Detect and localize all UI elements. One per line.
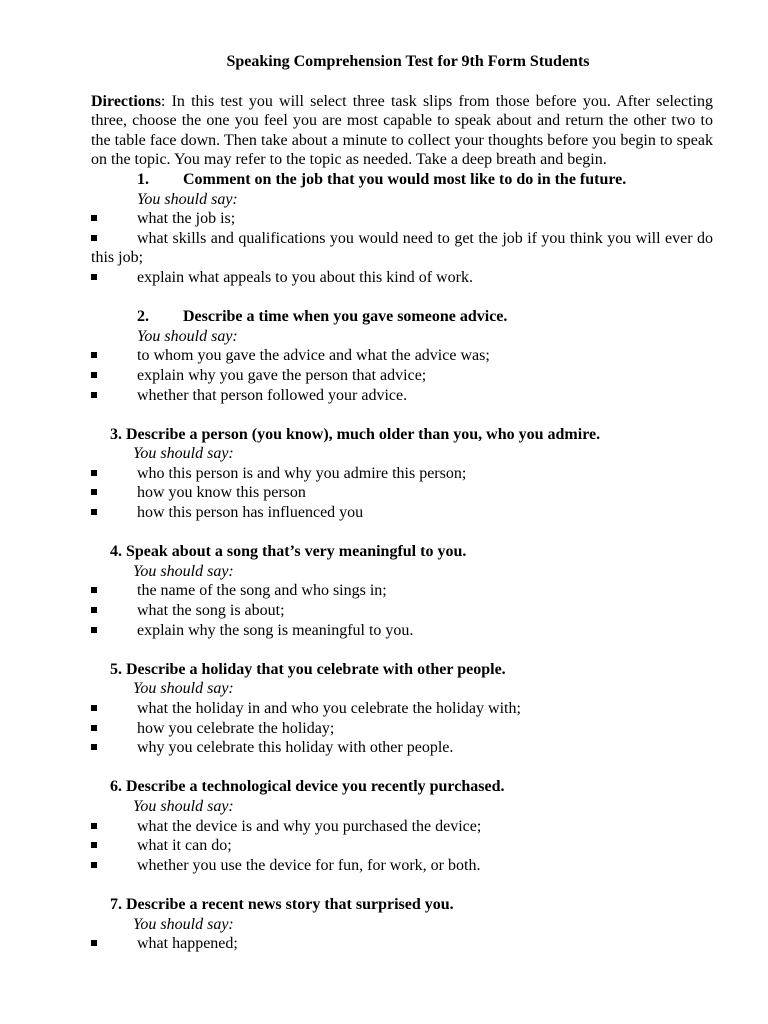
task-prompt: You should say: <box>133 797 234 815</box>
task-heading-text: Describe a technological device you recently purchased. <box>126 778 505 796</box>
task-number: 3. <box>110 425 122 443</box>
task-heading <box>91 895 713 915</box>
list-item: what the song is about; <box>91 601 713 621</box>
list-item: who this person is and why you admire this person; <box>91 464 713 484</box>
task-bullet-list <box>91 934 713 954</box>
square-bullet-icon <box>91 940 97 946</box>
square-bullet-icon <box>91 235 97 241</box>
list-item: to whom you gave the advice and what the advice was; <box>91 346 713 366</box>
square-bullet-icon <box>91 215 97 221</box>
task-number: 6. <box>110 778 122 796</box>
task-bullet-list <box>91 209 713 287</box>
task-heading <box>91 542 713 562</box>
task-heading-text: Describe a holiday that you celebrate with other people. <box>126 660 506 678</box>
task-bullet-list <box>91 346 713 405</box>
task-number: 4. <box>110 543 122 561</box>
task-heading-text: Speak about a song that’s very meaningful to you. <box>126 543 467 561</box>
square-bullet-icon <box>91 587 97 593</box>
list-item: the name of the song and who sings in; <box>91 581 713 601</box>
task-prompt: You should say: <box>133 915 234 933</box>
task-heading-text: Describe a person (you know), much older than you, who you admire. <box>126 425 601 443</box>
list-item: how you know this person <box>91 483 713 503</box>
task-heading-text: Describe a time when you gave someone advice. <box>183 308 508 326</box>
task-prompt: You should say: <box>137 327 238 345</box>
square-bullet-icon <box>91 744 97 750</box>
list-item: what the job is; <box>91 209 713 229</box>
list-item: whether you use the device for fun, for work, or both. <box>91 856 713 876</box>
task-2 <box>91 307 713 405</box>
list-item: explain why the song is meaningful to you. <box>91 621 713 641</box>
square-bullet-icon <box>91 842 97 848</box>
list-item: how this person has influenced you <box>91 503 713 523</box>
square-bullet-icon <box>91 470 97 476</box>
square-bullet-icon <box>91 392 97 398</box>
task-7 <box>91 895 713 954</box>
list-item: why you celebrate this holiday with other people. <box>91 738 713 758</box>
square-bullet-icon <box>91 862 97 868</box>
task-bullet-list <box>91 581 713 640</box>
task-1 <box>91 170 713 288</box>
directions-label: Directions <box>91 92 161 110</box>
square-bullet-icon <box>91 489 97 495</box>
square-bullet-icon <box>91 352 97 358</box>
task-heading <box>91 425 713 445</box>
list-item: how you celebrate the holiday; <box>91 719 713 739</box>
task-bullet-list <box>91 464 713 523</box>
task-number: 2. <box>137 308 149 326</box>
list-item: what the device is and why you purchased the device; <box>91 817 713 837</box>
task-heading <box>91 170 713 190</box>
square-bullet-icon <box>91 509 97 515</box>
list-item: explain what appeals to you about this kind of work. <box>91 268 713 288</box>
square-bullet-icon <box>91 372 97 378</box>
task-heading <box>91 307 713 327</box>
square-bullet-icon <box>91 627 97 633</box>
document-title: Speaking Comprehension Test for 9th Form Students <box>226 53 590 70</box>
task-3 <box>91 425 713 523</box>
list-item: what skills and qualifications you would need to get the job if you think you will ever do this job; <box>91 229 713 267</box>
task-bullet-list <box>91 699 713 758</box>
task-prompt: You should say: <box>137 190 238 208</box>
task-heading <box>91 777 713 797</box>
square-bullet-icon <box>91 607 97 613</box>
square-bullet-icon <box>91 725 97 731</box>
task-number: 5. <box>110 660 122 678</box>
document-page <box>91 52 713 954</box>
task-prompt: You should say: <box>133 445 234 463</box>
list-item: what it can do; <box>91 836 713 856</box>
task-6 <box>91 777 713 875</box>
task-bullet-list <box>91 817 713 876</box>
square-bullet-icon <box>91 705 97 711</box>
task-5 <box>91 660 713 758</box>
task-4 <box>91 542 713 640</box>
task-prompt: You should say: <box>133 562 234 580</box>
directions-text: : In this test you will select three task slips from those before you. After selecting three, choose the one you feel you are most capable to speak about and return the other two to the table face down. Then take about a minute to collect your thoughts before you begin to speak on the topic. You may refer to the topic as needed. Take a deep breath and begin. <box>91 92 713 169</box>
square-bullet-icon <box>91 274 97 280</box>
square-bullet-icon <box>91 823 97 829</box>
list-item: whether that person followed your advice. <box>91 386 713 406</box>
list-item: what happened; <box>91 934 713 954</box>
task-number: 7. <box>110 895 122 913</box>
directions-paragraph <box>91 92 713 170</box>
task-prompt: You should say: <box>133 680 234 698</box>
list-item: what the holiday in and who you celebrate the holiday with; <box>91 699 713 719</box>
task-heading <box>91 660 713 680</box>
task-number: 1. <box>137 170 149 188</box>
task-heading-text: Describe a recent news story that surprised you. <box>126 895 454 913</box>
task-heading-text: Comment on the job that you would most like to do in the future. <box>183 170 627 188</box>
list-item: explain why you gave the person that advice; <box>91 366 713 386</box>
